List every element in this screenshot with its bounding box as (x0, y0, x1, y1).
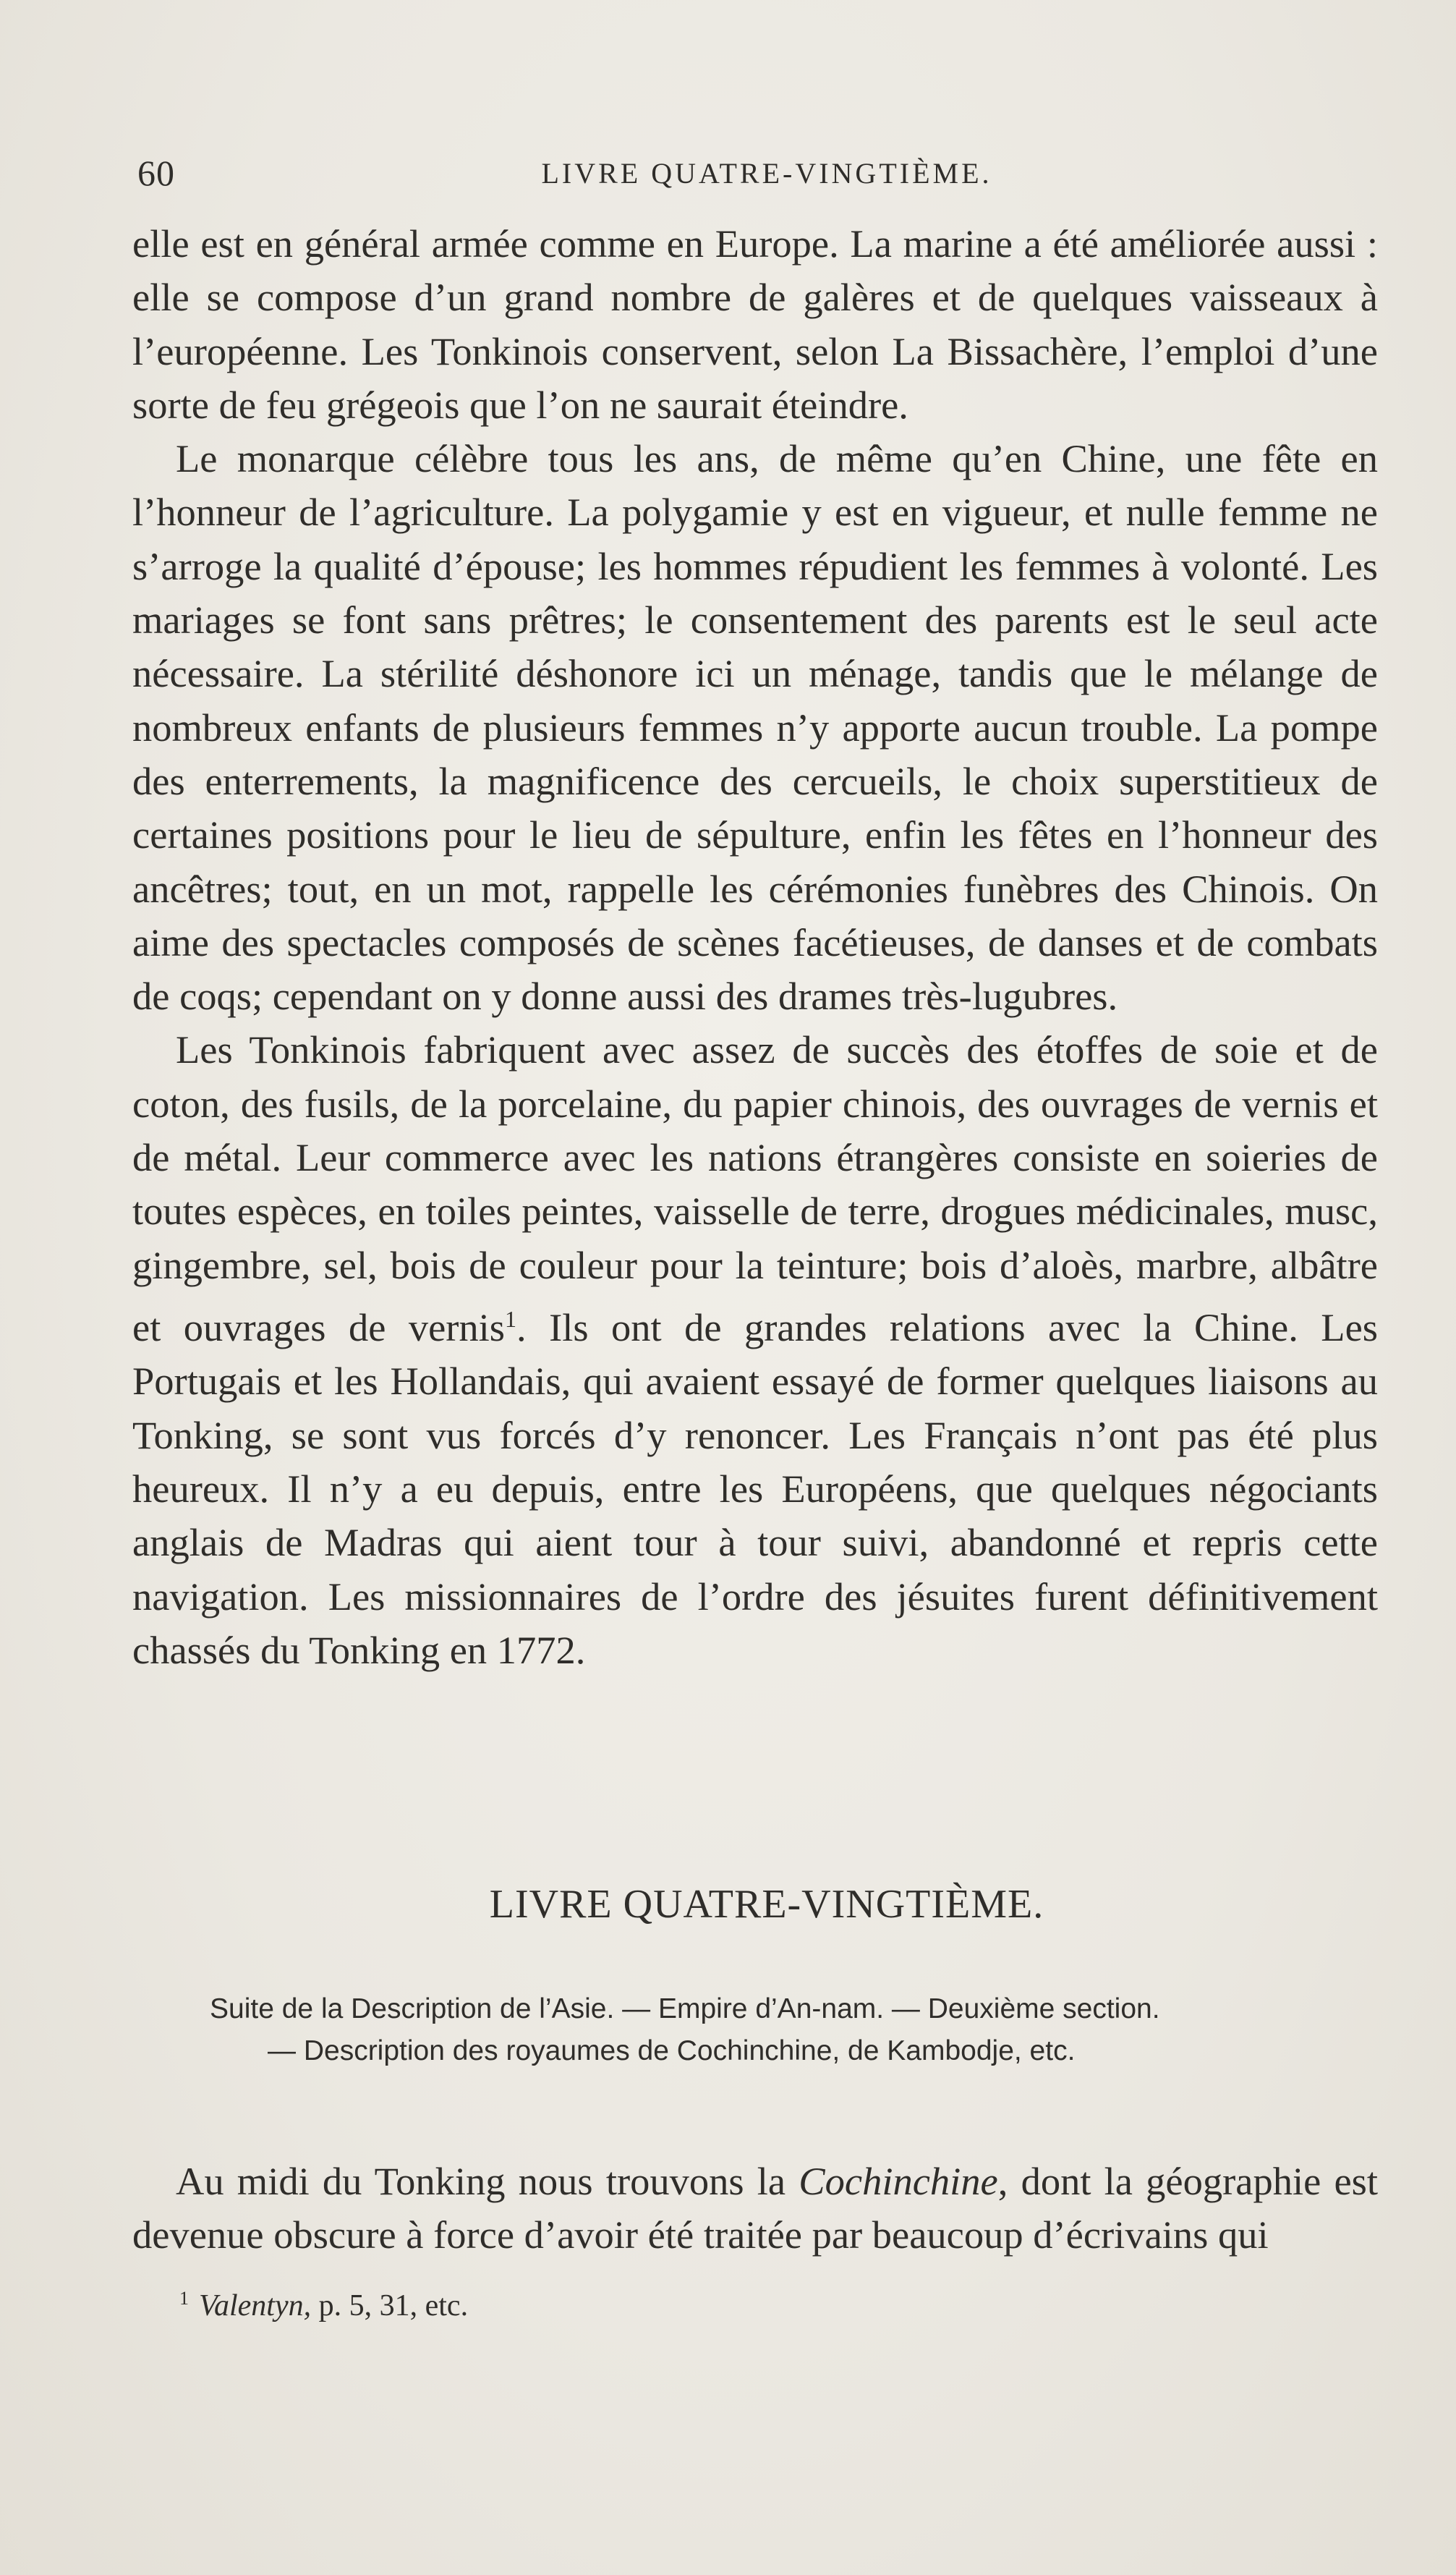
paragraph-3 (132, 1023, 1378, 1677)
place-name-cochinchine: Cochinchine (799, 2159, 998, 2203)
body-text-section-1 (132, 217, 1378, 1677)
chapter-summary (210, 1988, 1295, 2072)
paragraph-2: Le monarque célèbre tous les ans, de même qu’en Chine, une fête en l’honneur de l’agriculture. La polygamie y est en vigueur, et nulle femme ne s’arroge la qualité d’épouse; les hommes répudient les femmes à volonté. Les mariages se font sans prêtres; le consentement des parents est le seul acte nécessaire. La stérilité déshonore ici un ménage, tandis que le mélange de nombreux enfants de plusieurs femmes n’y apporte aucun trouble. La pompe des enterrements, la magnificence des cercueils, le choix superstitieux de certaines positions pour le lieu de sépulture, enfin les fêtes en l’honneur des ancêtres; tout, en un mot, rappelle les cérémonies funèbres des Chinois. On aime des spectacles composés de scènes facétieuses, de danses et de combats de coqs; cependant on y donne aussi des drames très-lugubres. (132, 436, 1378, 1019)
paragraph-3-part-2: . Ils ont de grandes relations avec la Chine. Les Portugais et les Hollandais, qui avaient essayé de former quelques liaisons au Tonking, se sont vus forcés d’y renoncer. Les Français n’ont pas été plus heureux. Il n’y a eu depuis, entre les Européens, que quelques négociants anglais de Madras qui aient tour à tour suivi, abandonné et repris cette navigation. Les missionnaires de l’ordre des jésuites furent définitivement chassés du Tonking en 1772. (132, 1305, 1378, 1672)
page-number: 60 (137, 153, 175, 193)
footnote-reference: 1 (505, 1305, 517, 1332)
chapter-summary-line-2: — Description des royaumes de Cochinchine, de Kambodje, etc. (268, 2035, 1076, 2066)
footnote-marker: 1 (179, 2288, 189, 2309)
paragraph-1: elle est en général armée comme en Europe. La marine a été améliorée aussi : elle se compose d’un grand nombre de galères et de quelques vaisseaux à l’européenne. Les Tonkinois conservent, selon La Bissachère, l’emploi d’une sorte de feu grégeois que l’on ne saurait éteindre. (132, 221, 1378, 427)
chapter-summary-line-1: Suite de la Description de l’Asie. — Empire d’An-nam. — Deuxième section. (210, 1993, 1160, 2024)
paragraph-4-part-1: Au midi du Tonking nous trouvons la (176, 2159, 799, 2203)
paragraph-4-part-2: , dont la géographie est devenue obscure à force d’avoir été traitée par beaucoup d’écrivains qui (132, 2159, 1378, 2257)
paragraph-3-part-1: Les Tonkinois fabriquent avec assez de succès des étoffes de soie et de coton, des fusils, de la porcelaine, du papier chinois, des ouvrages de vernis et de métal. Leur commerce avec les nations étrangères consiste en soieries de toutes espèces, en toiles peintes, vaisselle de terre, drogues médicinales, musc, gingembre, sel, bois de couleur pour la teinture; bois d’aloès, marbre, albâtre et ouvrages de vernis (132, 1027, 1378, 1350)
running-head (137, 152, 1396, 195)
footnote (179, 2281, 468, 2324)
chapter-title: LIVRE QUATRE-VINGTIÈME. (489, 1882, 1044, 1927)
paragraph-4 (132, 2155, 1378, 2262)
footnote-reference-text: p. 5, 31, etc. (311, 2289, 469, 2322)
body-text-section-2 (132, 2155, 1378, 2262)
footnote-author: Valentyn, (199, 2289, 312, 2322)
running-title: LIVRE QUATRE-VINGTIÈME. (541, 157, 992, 190)
